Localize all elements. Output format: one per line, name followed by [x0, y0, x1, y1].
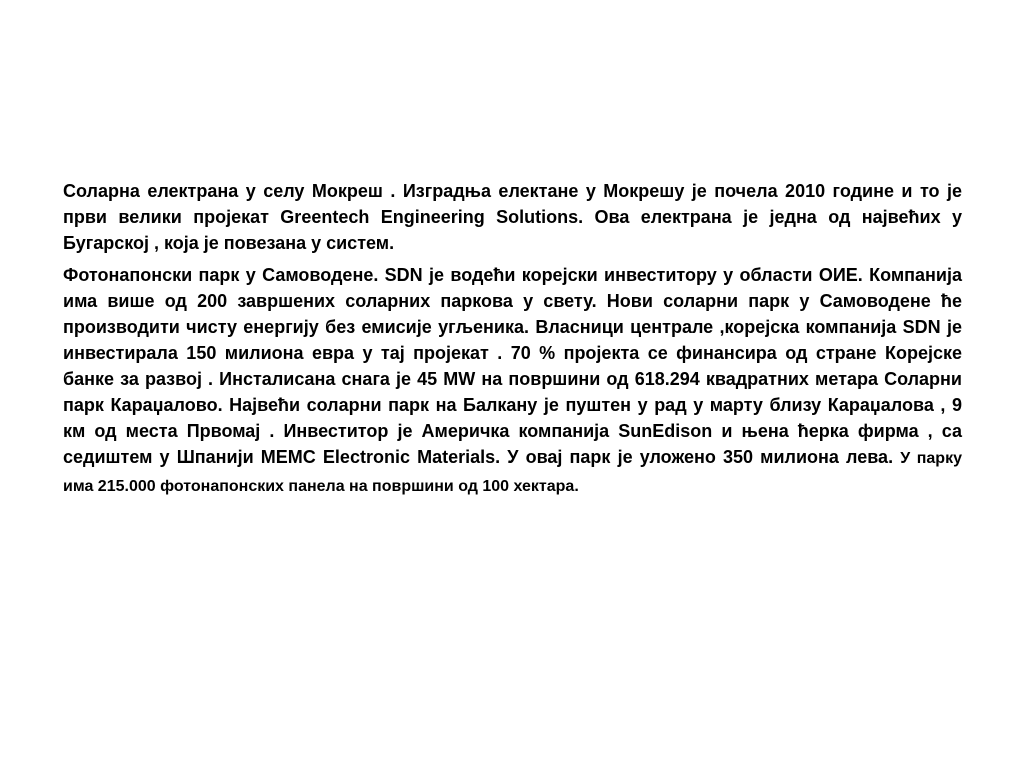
slide-body: [63, 178, 962, 500]
paragraph-mokresh-solar-plant: Соларна електрана у селу Мокреш . Изградња електане у Мокрешу је почела 2010 године и то је први велики пројекат Greentech Engineering Solutions. Ова електрана је једна од највећих у Бугарској , која је повезана у систем.: [63, 181, 962, 253]
paragraph-solar-parks: [63, 262, 962, 500]
paragraph-solar-parks-main: Фотонапонски парк у Самоводене. SDN је водећи корејски инвеститору у области ОИЕ. Компанија има више од 200 завршених соларних паркова у свету. Нови соларни парк у Самоводене ће производити чисту енергију без емисије угљеника. Власници централе ,корејска компанија SDN је инвестирала 150 милиона евра у тај пројекат . 70 % пројекта се финансира од стране Корејске банке за развој . Инсталисана снага је 45 MW на површини од 618.294 квадратних метара Соларни парк Караџалово. Највећи соларни парк на Балкану је пуштен у рад у марту близу Караџалова , 9 км од места Првомај . Инвеститор је Америчка компанија SunEdison и њена ћерка фирма , са седиштем у Шпанији MEMC Electronic Materials. У овај парк је уложено 350 милиона лева.: [63, 265, 962, 467]
paragraph-solar-parks-tail: У парку има 215.000 фотонапонских панела на површини од 100 хектара.: [63, 450, 962, 495]
